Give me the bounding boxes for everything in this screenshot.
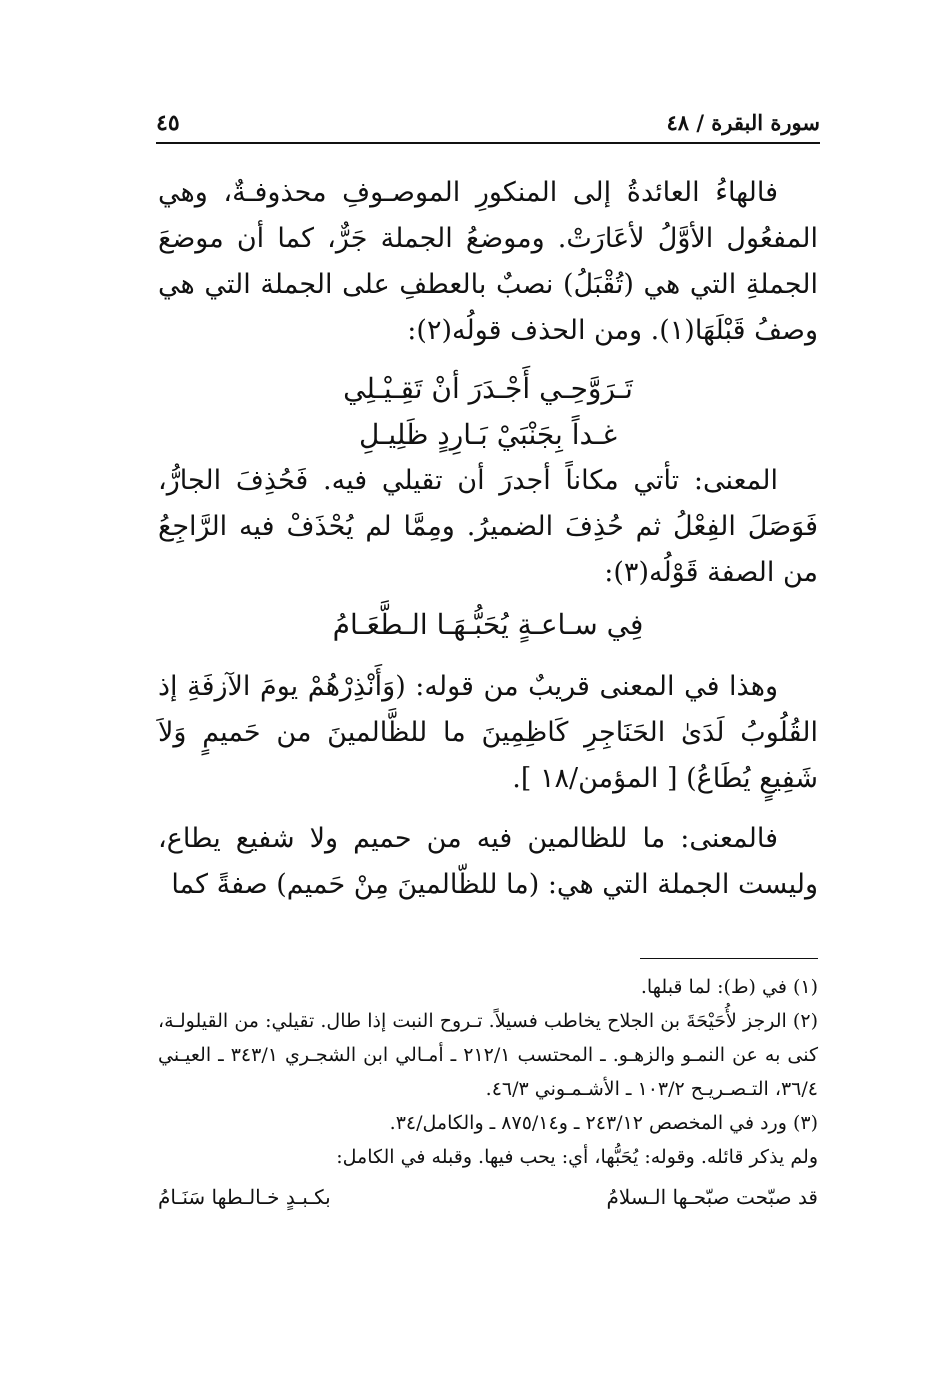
main-text — [158, 170, 818, 908]
running-header — [156, 106, 820, 142]
header-divider — [156, 142, 820, 144]
footnote-verse — [158, 1180, 818, 1214]
footnote-verse-first-hemistich: قد صبّحت صبّحـها الـسلامُ — [606, 1185, 818, 1209]
footnote-1: (١) في (ط): لما قبلها. — [640, 976, 818, 998]
paragraph-3: وهذا في المعنى قريبٌ من قوله: (وَأَنْذِرْهُمْ يومَ الآزفَةِ إذ القُلُوبُ لَدَىٰ الحَنَاجِرِ كَاظِمِينَ ما للظَّالمينَ من حَميمٍ وَلاَ شَفِيعٍ يُطَاعُ) [ المؤمن/١٨ ]. — [158, 671, 818, 794]
footnote-3: (٣) ورد في المخصص ٢٤٣/١٢ ـ و٨٧٥/١٤ ـ والكامل/٣٤. — [389, 1112, 818, 1134]
footnote-verse-second-hemistich: بكـبـدٍ خـالـطها سَنَـامُ — [158, 1185, 331, 1209]
paragraph-gap — [158, 802, 818, 816]
verse-line-2: غـداً بِجَنْبَيْ بَـارِدٍ ظَلِيـلِ — [358, 418, 618, 451]
footnote-divider — [640, 958, 818, 959]
paragraph-1: فالهاءُ العائدةُ إلى المنكورِ الموصـوفِ محذوفـةٌ، وهي المفعُول الأوَّلُ لأعَارَتْ. وموضعُ الجملة جَرٌّ، كما أن موضعَ الجملةِ التي هي (تُقْبَلُ) نصبٌ بالعطفِ على الجملة التي هي وصفُ قَبْلَهَا(١). ومن الحذف قولُه(٢): — [158, 177, 818, 346]
surah-title: سورة البقرة / ٤٨ — [666, 110, 820, 135]
verse-line-3: فِي سـاعـةٍ يُحَبُّـهَـا الـطَّعَـامُ — [332, 608, 644, 641]
verse-line-1: تَـرَوَّحِـي أَجْـدَرَ أنْ تَقِـيْـلِي — [343, 372, 633, 405]
paragraph-4: فالمعنى: ما للظالمين فيه من حميم ولا شفيع يطاع، وليست الجملة التي هي: (ما للظّالمينَ مِنْ حَميم) صفةً كما — [158, 823, 818, 900]
footnotes — [158, 970, 818, 1214]
footnote-2: (٢) الرجز لأُحَيْحَةَ بن الجلاح يخاطب فسيلاً. تـروح النبت إذا طال. تقيلي: من القيلولـة، كنى به عن النمـو والزهـو. ـ المحتسب ٢١٢/١ ـ أمـالي ابن الشجـري ٣٤٣/١ ـ العيـني ٣٦/٤، التـصـريـح ١٠٣/٢ ـ الأشـمـوني ٤٦/٣. — [158, 1010, 818, 1100]
footnote-3-continuation: ولم يذكر قائله. وقوله: يُحَبُّها، أي: يحب فيها. وقبله في الكامل: — [336, 1146, 818, 1168]
page-number: ٤٥ — [156, 110, 180, 136]
paragraph-2: المعنى: تأتي مكاناً أجدرَ أن تقيلي فيه. فَحُذِفَ الجارُّ، فَوَصَلَ الفِعْلُ ثم حُذِفَ الضميرُ. ومِمَّا لم يُحْذَفْ فيه الرَّاجِعُ من الصفة قَوْلُه(٣): — [158, 465, 818, 588]
